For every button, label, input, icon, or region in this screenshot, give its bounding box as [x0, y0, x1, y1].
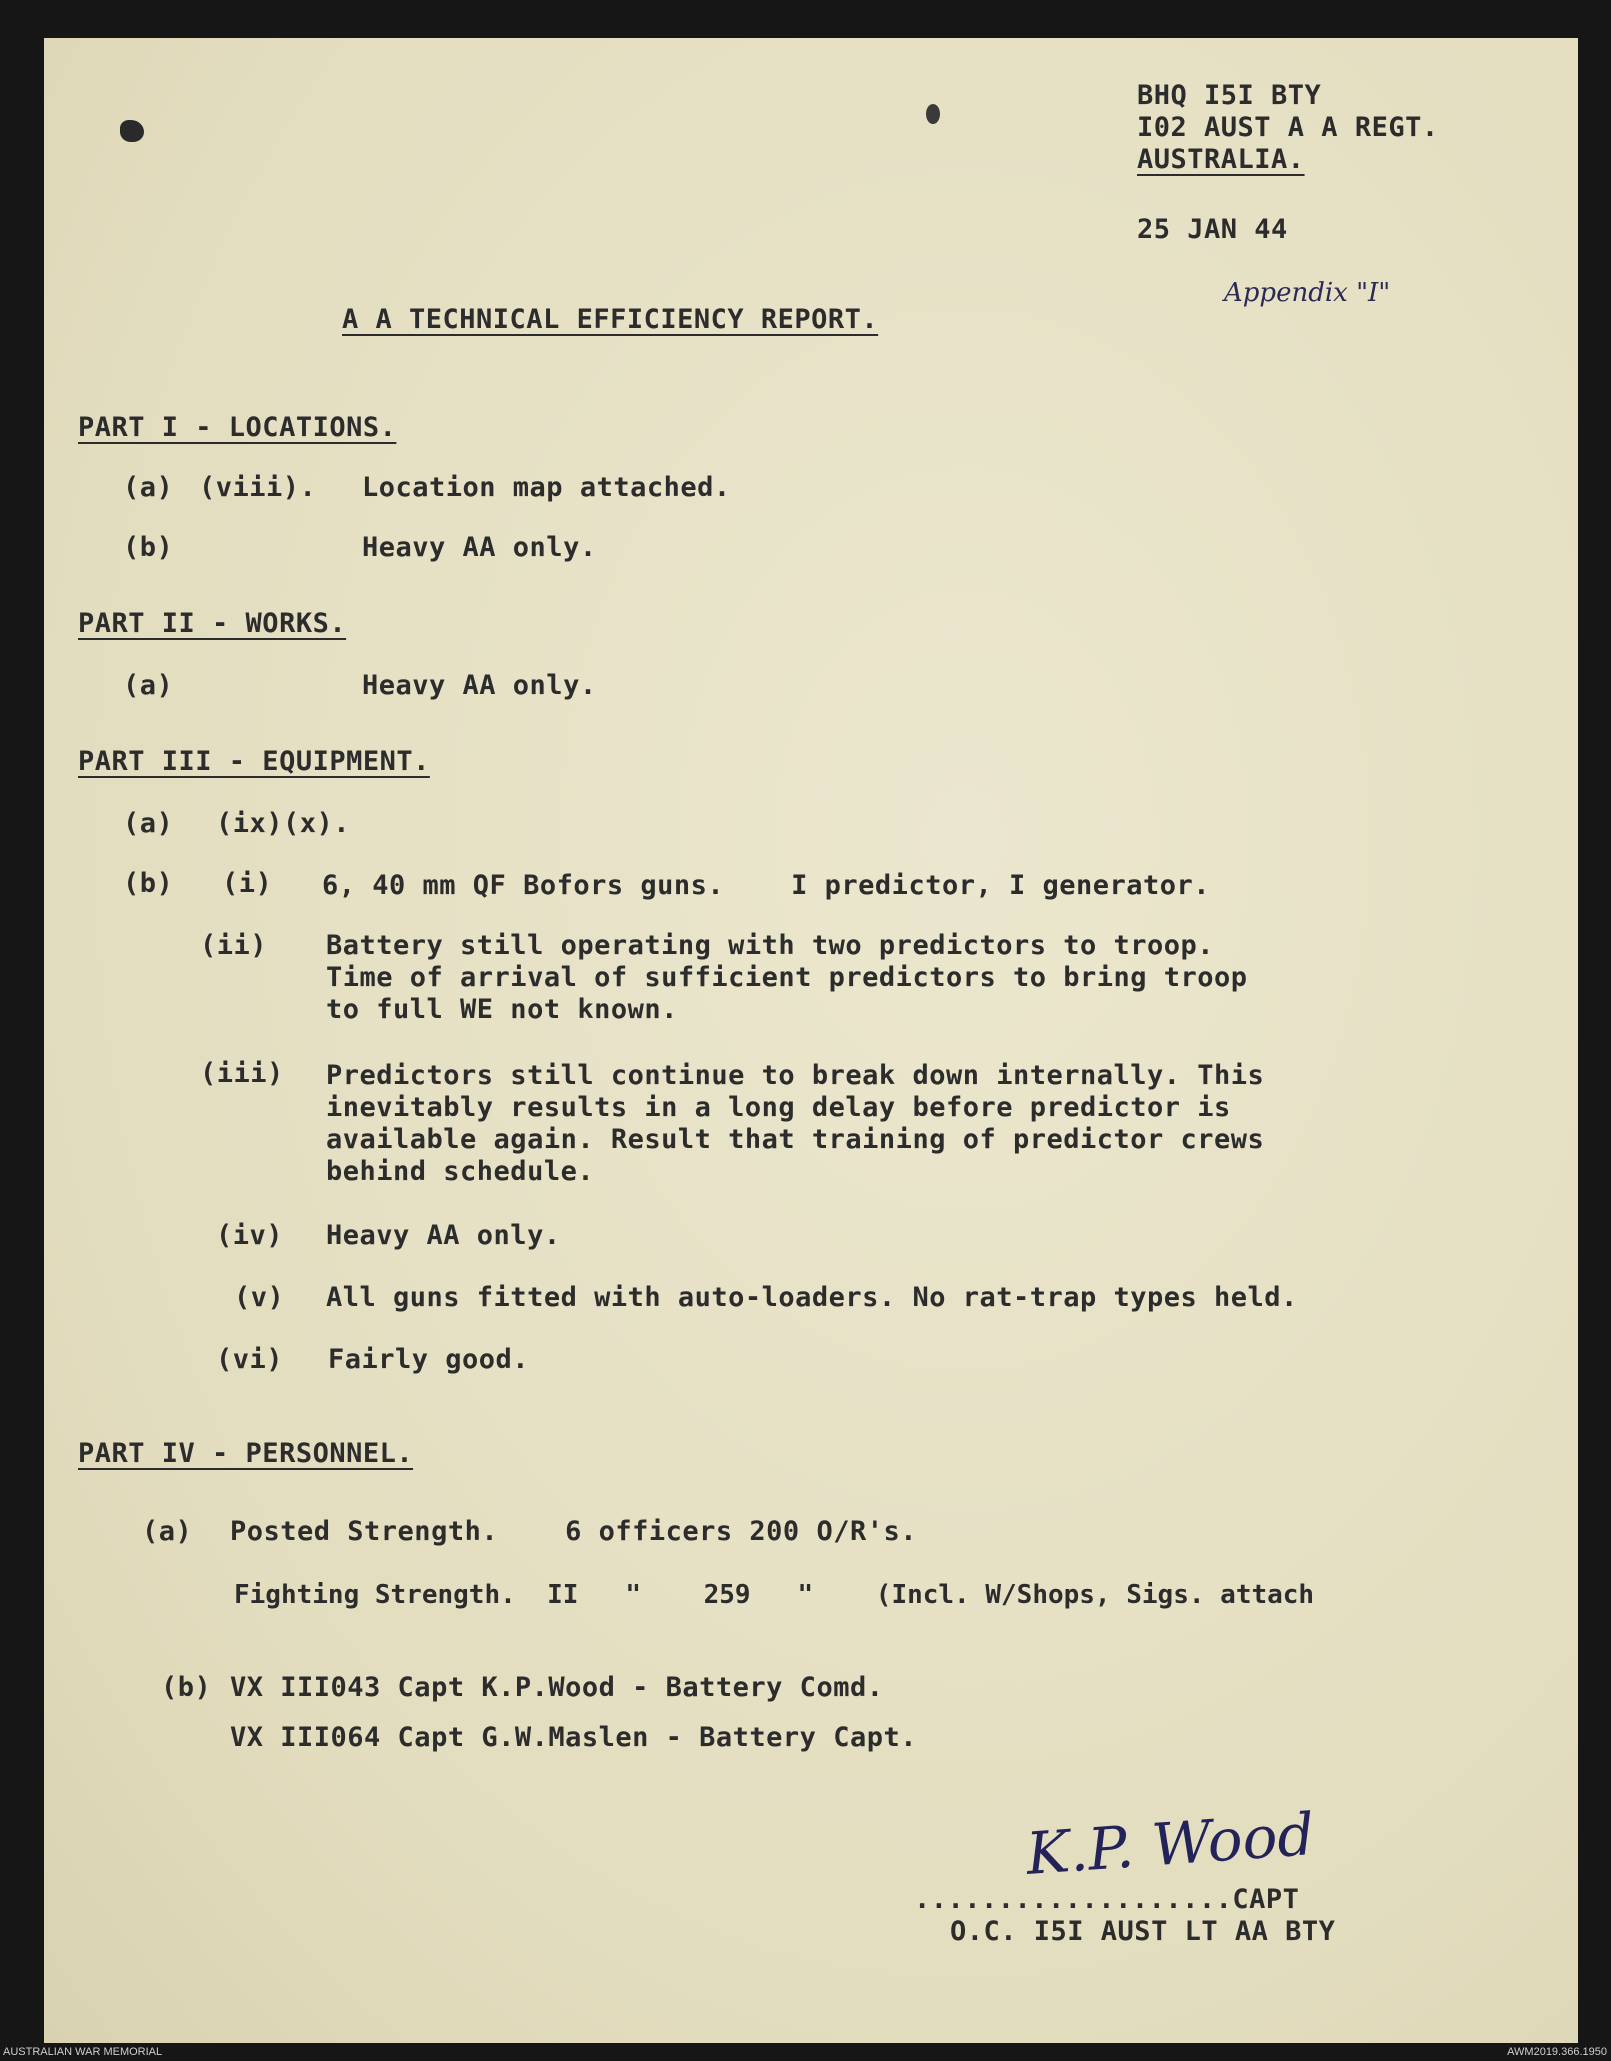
part-4-a-label: (a) — [142, 1516, 193, 1547]
part-3-heading: PART III - EQUIPMENT. — [78, 746, 430, 777]
unit-line-3: AUSTRALIA. — [1137, 144, 1305, 175]
report-date: 25 JAN 44 — [1137, 214, 1288, 245]
part-1-b-label: (b) — [123, 532, 174, 563]
signatory-title: O.C. I5I AUST LT AA BTY — [950, 1916, 1336, 1947]
part-3-ii-label: (ii) — [200, 930, 268, 961]
part-4-heading: PART IV - PERSONNEL. — [78, 1438, 414, 1469]
part-2-a-text: Heavy AA only. — [362, 670, 597, 701]
document-page — [44, 38, 1578, 2043]
part-4-b-label: (b) — [161, 1672, 212, 1703]
part-3-v-label: (v) — [234, 1282, 285, 1313]
part-2-heading: PART II - WORKS. — [78, 608, 347, 639]
part-3-ii-line-1: Battery still operating with two predictors to troop. — [326, 930, 1215, 961]
part-3-iii-line-1: Predictors still continue to break down internally. This — [326, 1060, 1265, 1091]
signature: K.P. Wood — [1023, 1800, 1317, 1888]
part-2-a-label: (a) — [123, 670, 174, 701]
part-3-iii-line-2: inevitably results in a long delay before predictor is — [326, 1092, 1231, 1123]
footer-right: AWM2019.366.1950 — [1507, 2046, 1607, 2058]
part-3-ii-line-2: Time of arrival of sufficient predictors to bring troop — [326, 962, 1248, 993]
part-3-iii-line-4: behind schedule. — [326, 1156, 595, 1187]
part-1-b-text: Heavy AA only. — [362, 532, 597, 563]
part-3-vi-label: (vi) — [216, 1344, 284, 1375]
officer-line-2: VX III064 Capt G.W.Maslen - Battery Capt. — [230, 1722, 917, 1753]
footer-left: AUSTRALIAN WAR MEMORIAL — [3, 2046, 163, 2058]
part-3-iv-text: Heavy AA only. — [326, 1220, 561, 1251]
part-1-a-label: (a) — [123, 472, 174, 503]
part-3-a-text: (ix)(x). — [216, 808, 351, 839]
punch-hole-mark — [120, 120, 144, 142]
signature-dots-line: ...................CAPT — [914, 1884, 1300, 1915]
part-3-v-text: All guns fitted with auto-loaders. No rat-trap types held. — [326, 1282, 1298, 1313]
unit-line-1: BHQ I5I BTY — [1137, 80, 1322, 111]
part-3-b-label: (b) — [123, 868, 174, 899]
part-3-iii-line-3: available again. Result that training of predictor crews — [326, 1124, 1265, 1155]
appendix-annotation: Appendix "I" — [1224, 278, 1391, 308]
part-3-iv-label: (iv) — [216, 1220, 284, 1251]
part-3-a-label: (a) — [123, 808, 174, 839]
part-1-a-text: Location map attached. — [362, 472, 731, 503]
punch-hole-mark — [926, 104, 940, 124]
unit-line-2: I02 AUST A A REGT. — [1137, 112, 1439, 143]
part-3-i-text: 6, 40 mm QF Bofors guns. I predictor, I generator. — [322, 870, 1211, 901]
part-3-ii-line-3: to full WE not known. — [326, 994, 678, 1025]
part-3-iii-label: (iii) — [200, 1058, 284, 1089]
part-3-vi-text: Fairly good. — [328, 1344, 530, 1375]
posted-strength: Posted Strength. 6 officers 200 O/R's. — [230, 1516, 917, 1547]
part-3-i-label: (i) — [222, 868, 273, 899]
document-title: A A TECHNICAL EFFICIENCY REPORT. — [342, 304, 879, 335]
part-1-a-sub: (viii). — [199, 472, 317, 503]
part-1-heading: PART I - LOCATIONS. — [78, 412, 397, 443]
officer-line-1: VX III043 Capt K.P.Wood - Battery Comd. — [230, 1672, 884, 1703]
fighting-strength: Fighting Strength. II " 259 " (Incl. W/Shops, Sigs. attach — [234, 1580, 1315, 1610]
